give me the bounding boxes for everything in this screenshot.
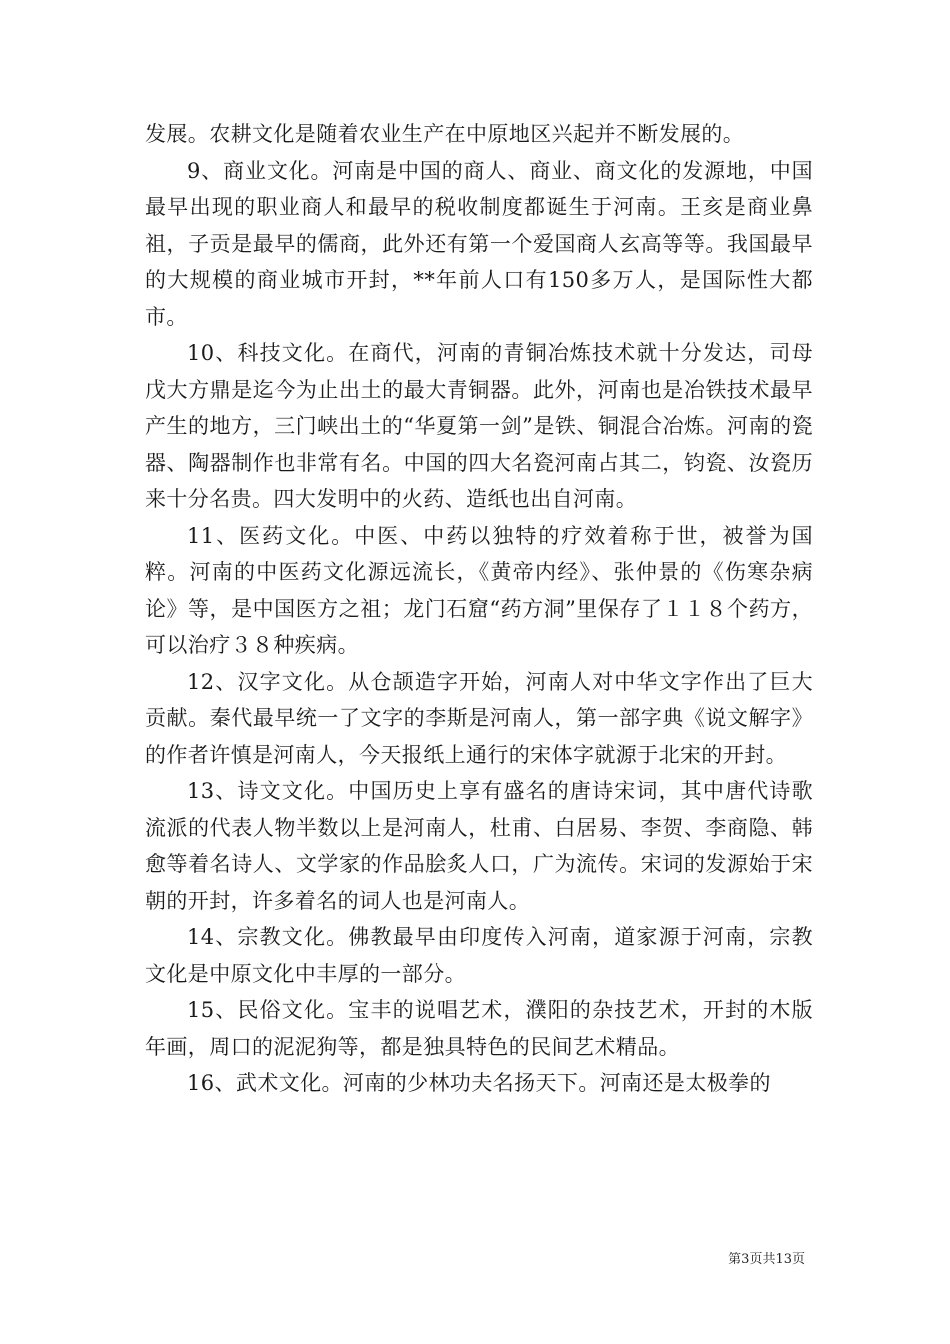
paragraph-technology-culture: 10、科技文化。在商代，河南的青铜冶炼技术就十分发达，司母戊大方鼎是迄今为止出土的最大青铜器。此外，河南也是冶铁技术最早产生的地方，三门峡出土的“华夏第一剑”是铁、铜混合冶炼。河南的瓷器、陶器制作也非常有名。中国的四大名瓷河南占其二，钧瓷、汝瓷历来十分名贵。四大发明中的火药、造纸也出自河南。 — [145, 341, 813, 511]
paragraph-religion-culture: 14、宗教文化。佛教最早由印度传入河南，道家源于河南，宗教文化是中原文化中丰厚的一部分。 — [145, 925, 813, 986]
page-number-footer: 第3页共13页 — [728, 1252, 805, 1267]
paragraph-martial-arts-culture: 16、武术文化。河南的少林功夫名扬天下。河南还是太极拳的 — [187, 1071, 771, 1095]
document-body — [145, 116, 813, 1102]
paragraph-1: 发展。农耕文化是随着农业生产在中原地区兴起并不断发展的。 — [145, 122, 745, 146]
paragraph-poetry-culture: 13、诗文文化。中国历史上享有盛名的唐诗宋词，其中唐代诗歌流派的代表人物半数以上是河南人，杜甫、白居易、李贺、李商隐、韩愈等着名诗人、文学家的作品脍炙人口，广为流传。宋词的发源始于宋朝的开封，许多着名的词人也是河南人。 — [145, 779, 813, 913]
paragraph-medicine-culture: 11、医药文化。中医、中药以独特的疗效着称于世，被誉为国粹。河南的中医药文化源远流长，《黄帝内经》、张仲景的《伤寒杂病论》等，是中国医方之祖；龙门石窟“药方洞”里保存了１１８个药方，可以治疗３８种疾病。 — [145, 523, 813, 657]
paragraph-chinese-character-culture: 12、汉字文化。从仓颉造字开始，河南人对中华文字作出了巨大贡献。秦代最早统一了文字的李斯是河南人，第一部字典《说文解字》的作者许慎是河南人，今天报纸上通行的宋体字就源于北宋的开封。 — [145, 669, 813, 767]
paragraph-commerce-culture: 9、商业文化。河南是中国的商人、商业、商文化的发源地，中国最早出现的职业商人和最早的税收制度都诞生于河南。王亥是商业鼻祖，子贡是最早的儒商，此外还有第一个爱国商人玄高等等。我国最早的大规模的商业城市开封，**年前人口有150多万人，是国际性大都市。 — [145, 158, 813, 329]
paragraph-folk-culture: 15、民俗文化。宝丰的说唱艺术，濮阳的杂技艺术，开封的木版年画，周口的泥泥狗等，都是独具特色的民间艺术精品。 — [145, 998, 813, 1059]
